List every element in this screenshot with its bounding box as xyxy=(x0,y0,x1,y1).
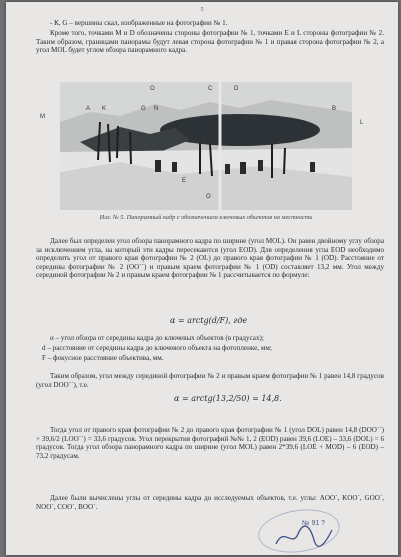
paragraph-overlap-angle: Тогда угол от правого края фотографии № 2 до правого края фотографии № 1 (угол DOL) равен 14,8 (DOO´´) + 39,6/2 (LOO´´) = 33,6 градусов. Угол перекрытия фотографий №№ 1, 2 (EOD) равен 39,6 (LOE) – 33,6 (DOL) = 6 градусов. Тогда угол обзора панорамного кадра по ширине (угол MOL) равен 2*39,6 (LOE + MOD) – 6 (EOD) – 73,2 градусам. xyxy=(36,426,384,460)
figure-caption: Илл. № 5. Панорамный кадр с обозначением ключевых объектов на местности xyxy=(99,214,313,221)
paragraph-rock-peaks: - К, G – вершины скал, изображенные на фотографии № 1. xyxy=(50,19,228,27)
label-c: C xyxy=(208,86,213,92)
label-o-top: O xyxy=(150,86,155,92)
legend-d: d – расстояние от середины кадра до ключевого объекта на фотопленке, мм; xyxy=(42,344,272,352)
label-a: A xyxy=(86,106,91,112)
paragraph-panorama-borders: Кроме того, точками M и D обозначены стороны фотографии № 1, точками E и L стороны фотографии № 2. Таким образом, границами панорамы будут левая сторона фотографии № 1 и правая сторона фотографии № 2, а угол MOL будет углом обзора панорамного кадра. xyxy=(36,29,384,55)
legend-alpha: α – угол обзора от середины кадра до ключевых объектов (в градусах); xyxy=(50,334,264,342)
label-n: N xyxy=(154,106,159,112)
formula-result: α = arctg(13,2/50) = 14,8. xyxy=(174,394,282,403)
document-page xyxy=(6,2,398,555)
panorama-illustration xyxy=(60,82,352,210)
paragraph-object-angles: Далее были вычислены углы от середины кадра до исследуемых объектов, т.е. углы: AOO´, KOO´, GOO´, NOO´, COO´, BOO´. xyxy=(36,494,384,511)
formula-arctg: α = arctg(d/F), где xyxy=(170,316,248,325)
label-m: M xyxy=(40,114,45,120)
label-g: G xyxy=(141,106,146,112)
label-d: D xyxy=(234,86,239,92)
legend-f: F – фокусное расстояние объектива, мм. xyxy=(42,354,164,362)
page-number: 5 xyxy=(200,7,204,13)
label-b: B xyxy=(332,106,337,112)
label-e: E xyxy=(182,178,187,184)
label-o-bottom: O xyxy=(206,194,211,200)
stamp-number: № 91 ? xyxy=(302,520,326,527)
paragraph-dOO-angle: Таким образом, угол между серединой фотографии № 2 и правым краем фотографии № 1 равен 14,8 градусов (угол DOO´´), т.е. xyxy=(36,372,384,389)
label-k: K xyxy=(102,106,107,112)
label-l: L xyxy=(360,120,364,126)
paragraph-angle-method: Далее был определен угол обзора панорамного кадра по ширине (угол MOL). Он равен двойному углу обзора за исключением угла, на который эти кадры пересекаются (угол EOD). Для определения угла EOD необходимо определить угол от правого края фотографии № 2 (OL) до правого края фотографии № 1 (OD). Расстояние от середины фотографии № 2 (OO´´) и правым краем фотографии № 1 (OD) составляет 13,2 мм. Угол между серединой фотографии № 2 и правым краем фотографии № 1 рассчитывается по формуле: xyxy=(36,237,384,280)
signature-mark xyxy=(274,522,334,550)
panorama-photo xyxy=(60,82,352,210)
